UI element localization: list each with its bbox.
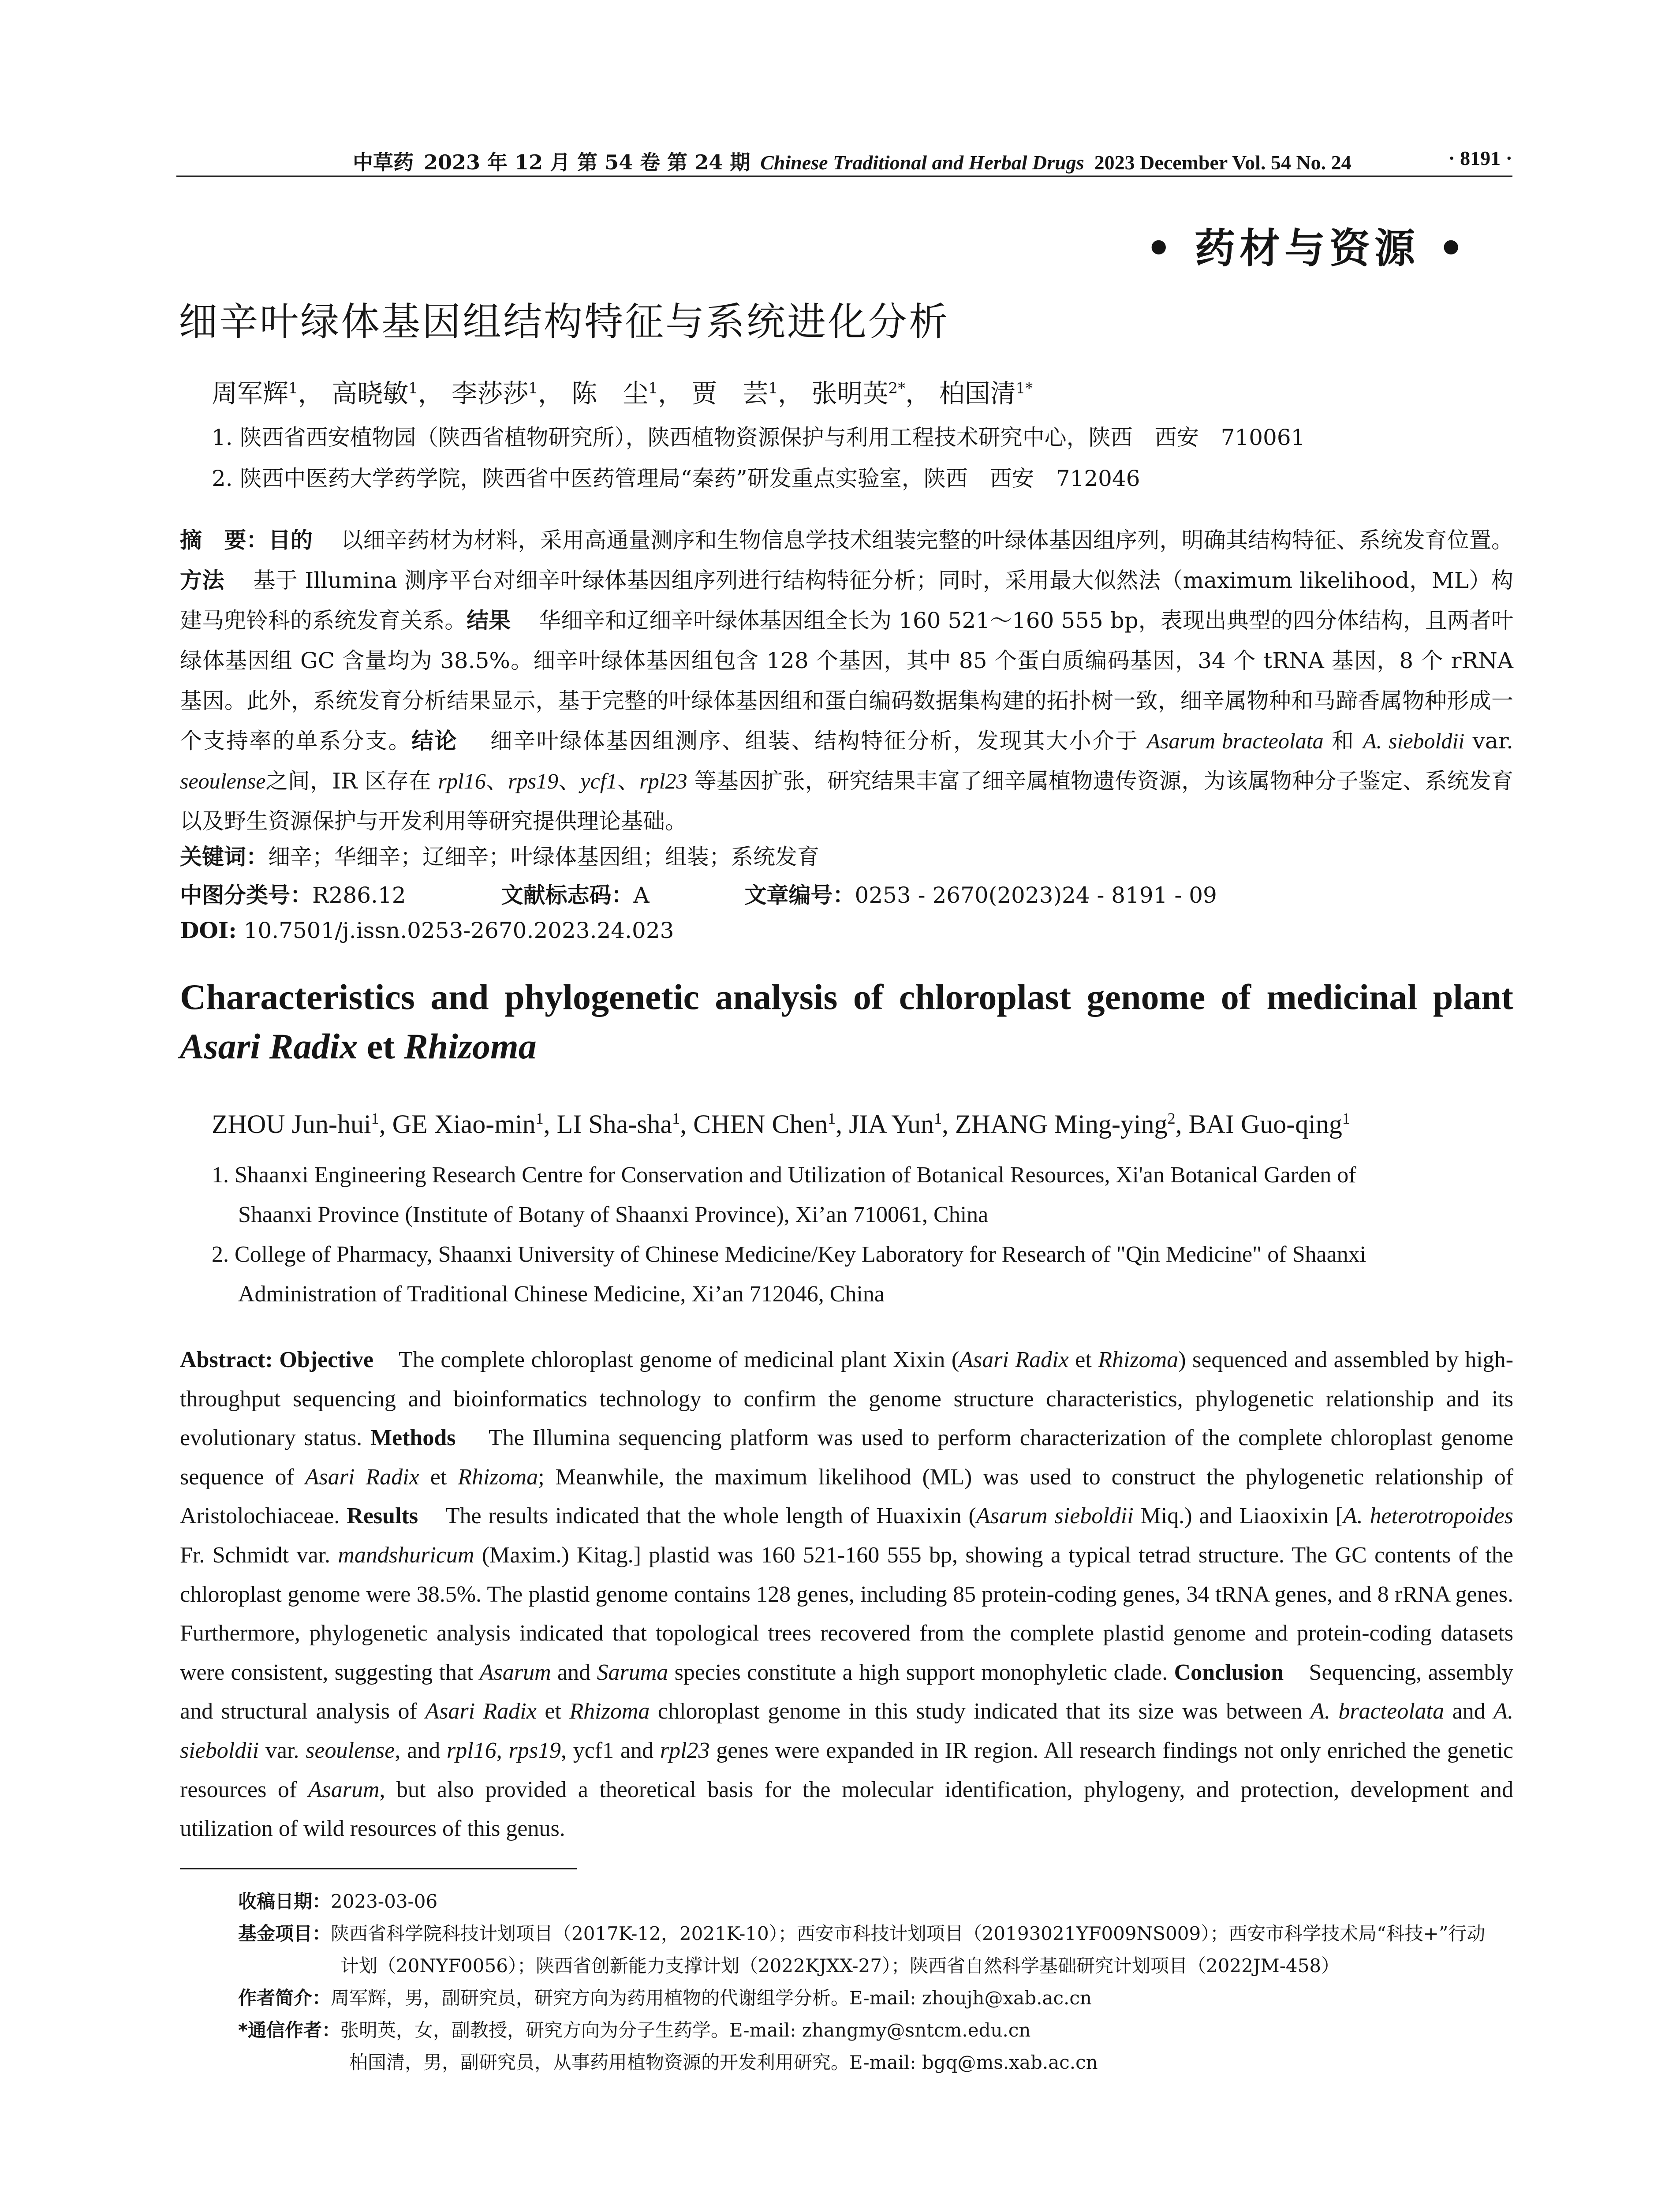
objective-text-cn: 以细辛药材为材料，采用高通量测序和生物信息学技术组装完整的叶绿体基因组序列，明确其结构特征、系统发育位置。 (341, 527, 1514, 553)
bio-value: 周军辉，男，副研究员，研究方向为药用植物的代谢组学分析。E-mail: zhoujh@xab.ac.cn (331, 1987, 1092, 2009)
title-cn: 细辛叶绿体基因组结构特征与系统进化分析 (179, 299, 950, 344)
abstract-text: (Maxim.) Kitag.] plastid was 160 521-160 555 bp, showing a typical tetrad structure. The GC contents of the chloroplast genome were 38.5%. The plastid genome contains 128 genes, including 85 protein-coding genes, 34 tRNA genes, and 8 rRNA genes. Furthermore, phylogenetic analysis indicated that topological trees recovered from the complete plastid genome and protein-coding datasets were consistent, suggesting that (180, 1542, 1514, 1685)
authors-cn: 周军辉$^1$， 高晓敏$^1$， 李莎莎$^1$， 陈 尘$^1$， 贾 芸$^1$， 张明英$^{2*}$， 柏国清$^{1*}$ (212, 378, 1033, 408)
abstract-text: Miq.) and Liaoxixin [ (1140, 1503, 1343, 1529)
footnote-divider (180, 1868, 577, 1869)
affiliation-en-1 (212, 1155, 1513, 1235)
abstract-text: and (1452, 1699, 1486, 1724)
var-label: var. (1472, 728, 1513, 754)
italic-term: A. bracteolata (1310, 1699, 1445, 1724)
abstract-text: et (545, 1699, 561, 1724)
abstract-text: genes were expanded in IR region. All research findings not only enriched the genetic resources of (180, 1738, 1514, 1802)
keywords-value: 细辛；华细辛；辽细辛；叶绿体基因组；组装；系统发育 (268, 844, 819, 870)
abstract-text: , (496, 1738, 502, 1763)
author-en: BAI Guo-qing (1188, 1110, 1342, 1139)
footnotes (238, 1885, 1512, 2078)
article-number-label: 文章编号： (744, 882, 855, 908)
variety-name: seoulense (180, 769, 266, 793)
author-affil-mark: 1 (408, 379, 418, 397)
abstract-cn-label: 摘 要： (180, 527, 269, 553)
methods-text-cn: 基于 Illumina 测序平台对细辛叶绿体基因组序列进行结构特征分析；同时，采用最大似然法（maximum likelihood，ML）构建马兜铃科的系统发育关系。 (180, 568, 1514, 633)
author-affil-mark: 1 (648, 379, 658, 397)
abstract-text: var. (265, 1738, 299, 1763)
author-affil-mark: 1 (933, 1110, 942, 1127)
species-name: Asarum bracteolata (1146, 729, 1324, 753)
corresponding-label: *通信作者： (238, 2019, 340, 2041)
separator: 、 (485, 768, 508, 794)
abstract-cn (180, 520, 1513, 841)
doi-line (180, 917, 674, 943)
abstract-text: and (620, 1738, 654, 1763)
journal-info (353, 146, 1351, 176)
separator: 、 (558, 768, 581, 794)
affiliation-line: Administration of Traditional Chinese Medicine, Xi’an 712046, China (238, 1282, 885, 1307)
author-affil-mark: 1* (1015, 379, 1033, 397)
title-en-text: Characteristics and phylogenetic analysis of chloroplast genome of medicinal plant (180, 977, 1513, 1017)
gene-name: rps19 (508, 769, 559, 793)
author-en: CHEN Chen (693, 1110, 828, 1139)
issue-cn: 2023 年 12 月 第 54 卷 第 24 期 (424, 150, 750, 174)
keywords-label: 关键词： (180, 844, 268, 870)
affiliation-cn-2: 2. 陕西中医药大学药学院，陕西省中医药管理局“秦药”研发重点实验室，陕西 西安 712046 (212, 466, 1140, 491)
corresponding-value: 柏国清，男，副研究员，从事药用植物资源的开发利用研究。E-mail: bgq@ms.xab.ac.cn (349, 2052, 1098, 2073)
abstract-text: ; Meanwhile, the maximum likelihood (ML) was used to construct the phylogenetic relationship of Aristolochiaceae. (180, 1464, 1514, 1529)
author-en: GE Xiao-min (392, 1110, 536, 1139)
header-divider (176, 176, 1512, 177)
author-cn: 贾 芸 (691, 378, 769, 408)
author-affil-mark: 1 (288, 379, 298, 397)
separator: 、 (617, 768, 640, 794)
doi-label: DOI: (180, 917, 237, 943)
gene-name: rpl16 (438, 769, 486, 793)
fund-value: 计划（20NYF0056）；陕西省创新能力支撑计划（2022KJXX-27）；陕西省自然科学基础研究计划项目（2022JM-458） (340, 1955, 1340, 1977)
italic-term: Saruma (597, 1659, 668, 1685)
received-value: 2023-03-06 (331, 1891, 438, 1912)
author-affil-mark: 1 (371, 1110, 379, 1127)
affiliation-cn-1: 1. 陕西省西安植物园（陕西省植物研究所），陕西植物资源保护与利用工程技术研究中心，陕西 西安 710061 (212, 425, 1305, 450)
author-affil-mark: 1 (768, 379, 778, 397)
author-affil-mark: 1 (828, 1110, 836, 1127)
title-en-italic: Rhizoma (403, 1026, 537, 1066)
conclusion-text-cn: 细辛叶绿体基因组测序、组装、结构特征分析，发现其大小介于 (490, 728, 1139, 754)
abstract-text: et (430, 1464, 447, 1490)
italic-term: Rhizoma (458, 1464, 538, 1490)
fund-value: 陕西省科学院科技计划项目（2017K-12，2021K-10）；西安市科技计划项目（20193021YF009NS009）；西安市科学技术局“科技+”行动 (331, 1923, 1486, 1944)
doi-value: 10.7501/j.issn.0253-2670.2023.24.023 (243, 918, 674, 943)
corresponding-author (238, 2014, 1512, 2078)
conclusion-text-cn: 之间，IR 区存在 (265, 768, 431, 794)
results-label-cn: 结果 (467, 608, 511, 633)
clc-value: R286.12 (312, 882, 406, 908)
italic-term: Asari Radix (959, 1347, 1069, 1372)
abstract-text: and (557, 1659, 591, 1685)
results-text-cn: 华细辛和辽细辛叶绿体基因组全长为 160 521～160 555 bp，表现出典型的四分体结构，且两者叶绿体基因组 GC 含量均为 38.5%。细辛叶绿体基因组包含 128 个基因，其中 85 个蛋白质编码基因，34 个 tRNA 基因，8 个 rRNA 基因。此外，系统发育分析结果显示，基于完整的叶绿体基因组和蛋白编码数据集构建的拓扑树一致，细辛属物种和马蹄香属物种形成一个支持率的单系分支。 (180, 608, 1514, 754)
author-cn: 陈 尘 (571, 378, 649, 408)
conclusion-text-cn: 等基因扩张，研究结果丰富了细辛属植物遗传资源，为该属物种分子鉴定、系统发育以及野生资源保护与开发利用等研究提供理论基础。 (180, 768, 1514, 834)
fund-label: 基金项目： (238, 1923, 331, 1944)
italic-term: Asari Radix (305, 1464, 419, 1490)
author-affil-mark: 2 (1167, 1110, 1176, 1127)
abstract-en-label: Abstract: Objective (180, 1347, 374, 1372)
results-label-en: Results (347, 1503, 418, 1529)
author-en: JIA Yun (849, 1110, 934, 1139)
italic-term: A. sieboldii (180, 1699, 1514, 1763)
affiliation-en-2 (212, 1235, 1513, 1314)
affiliation-line: Shaanxi Province (Institute of Botany of Shaanxi Province), Xi’an 710061, China (238, 1202, 989, 1227)
author-cn: 柏国清 (939, 378, 1016, 408)
title-en-italic: Asari Radix (180, 1026, 358, 1066)
abstract-en (180, 1341, 1513, 1849)
methods-label-cn: 方法 (180, 568, 224, 593)
author-cn: 高晓敏 (332, 378, 409, 408)
affiliation-line: 2. College of Pharmacy, Shaanxi University of Chinese Medicine/Key Laboratory for Research of "Qin Medicine" of Shaanxi (212, 1242, 1366, 1267)
author-affil-mark: 1 (672, 1110, 680, 1127)
bio-label: 作者简介： (238, 1987, 331, 2009)
issue-en: 2023 December Vol. 54 No. 24 (1094, 151, 1351, 174)
keywords (180, 839, 819, 871)
species-name: A. sieboldii (1363, 729, 1465, 753)
classification-line (180, 878, 1217, 909)
italic-term: A. heterotropoides (1343, 1503, 1514, 1529)
abstract-text: The Illumina sequencing platform was used to perform characterization of the complete chloroplast genome sequence of (180, 1425, 1514, 1490)
corresponding-value: 张明英，女，副教授，研究方向为分子生药学。E-mail: zhangmy@sntcm.edu.cn (340, 2019, 1031, 2041)
italic-term: Asarum sieboldii (976, 1503, 1134, 1529)
author-en: LI Sha-sha (556, 1110, 672, 1139)
authors-en: ZHOU Jun-hui$^1$, GE Xiao-$\min^1$, LI Sha-sha$^1$, CHEN Chen$^1$, JIA Yun$^1$, ZHANG Ming-ying$^2$, BAI Guo-qing$^1$ (212, 1110, 1350, 1139)
italic-term: Rhizoma (569, 1699, 650, 1724)
received-date (238, 1885, 1512, 1917)
abstract-text: Sequencing, assembly and structural analysis of (180, 1659, 1514, 1724)
affiliation-line: 1. Shaanxi Engineering Research Centre for Conservation and Utilization of Botanical Resources, Xi'an Botanical Garden of (212, 1162, 1356, 1188)
journal-name-en: Chinese Traditional and Herbal Drugs (760, 151, 1084, 174)
abstract-text: chloroplast genome in this study indicated that its size was between (657, 1699, 1303, 1724)
clc-label: 中图分类号： (180, 882, 312, 908)
gene-name: rpl23 (639, 769, 687, 793)
journal-name-cn: 中草药 (353, 150, 414, 174)
article-number-value: 0253 - 2670(2023)24 - 8191 - 09 (855, 882, 1217, 908)
italic-term: Asarum (479, 1659, 551, 1685)
gene-name: rpl23 (660, 1738, 710, 1763)
fund-info (238, 1917, 1512, 1982)
author-cn: 张明英 (811, 378, 889, 408)
gene-name: ycf1 (580, 769, 617, 793)
author-en: ZHOU Jun-hui (212, 1110, 371, 1139)
abstract-text: , (560, 1738, 567, 1763)
abstract-text: et (1075, 1347, 1092, 1372)
section-tag: • 药材与资源 • (1146, 224, 1468, 272)
conjunction: 和 (1332, 728, 1355, 754)
gene-name: rps19 (508, 1738, 561, 1763)
abstract-text: Fr. Schmidt var. (180, 1542, 330, 1568)
abstract-text: ) sequenced and assembled by high-throughput sequencing and bioinformatics technology to confirm the genome structure characteristics, phylogenetic relationship and its evolutionary status. (180, 1347, 1514, 1451)
author-cn: 李莎莎 (452, 378, 529, 408)
italic-term: Asarum (308, 1777, 380, 1802)
italic-term: Rhizoma (1098, 1347, 1179, 1372)
abstract-text: The results indicated that the whole length of Huaxixin ( (445, 1503, 976, 1529)
author-bio (238, 1982, 1512, 2014)
author-cn: 周军辉 (212, 378, 289, 408)
title-en-et: et (366, 1026, 395, 1066)
received-label: 收稿日期： (238, 1891, 331, 1912)
doc-code-label: 文献标志码： (501, 882, 634, 908)
abstract-text: species constitute a high support monophyletic clade. (674, 1659, 1168, 1685)
author-affil-mark: 2* (888, 379, 906, 397)
italic-term: mandshuricum (338, 1542, 474, 1568)
author-affil-mark: 1 (528, 379, 538, 397)
title-en (180, 972, 1513, 1071)
conclusion-label-cn: 结论 (411, 728, 458, 754)
italic-term: Asari Radix (425, 1699, 537, 1724)
objective-label-cn: 目的 (268, 527, 313, 553)
abstract-text: The complete chloroplast genome of medicinal plant Xixin ( (399, 1347, 959, 1372)
abstract-text: , but also provided a theoretical basis for the molecular identification, phylogeny, and protection, development and utilization of wild resources of this genus. (180, 1777, 1514, 1842)
author-affil-mark: 1 (1342, 1110, 1350, 1127)
italic-term: seoulense (306, 1738, 395, 1763)
methods-label-en: Methods (370, 1425, 456, 1451)
gene-name: ycf1 (573, 1738, 614, 1763)
gene-name: rpl16 (447, 1738, 497, 1763)
conclusion-label-en: Conclusion (1174, 1659, 1284, 1685)
abstract-text: , and (395, 1738, 441, 1763)
author-affil-mark: 1 (535, 1110, 544, 1127)
author-en: ZHANG Ming-ying (955, 1110, 1168, 1139)
doc-code-value: A (633, 882, 650, 908)
page-number: · 8191 · (1448, 147, 1512, 169)
